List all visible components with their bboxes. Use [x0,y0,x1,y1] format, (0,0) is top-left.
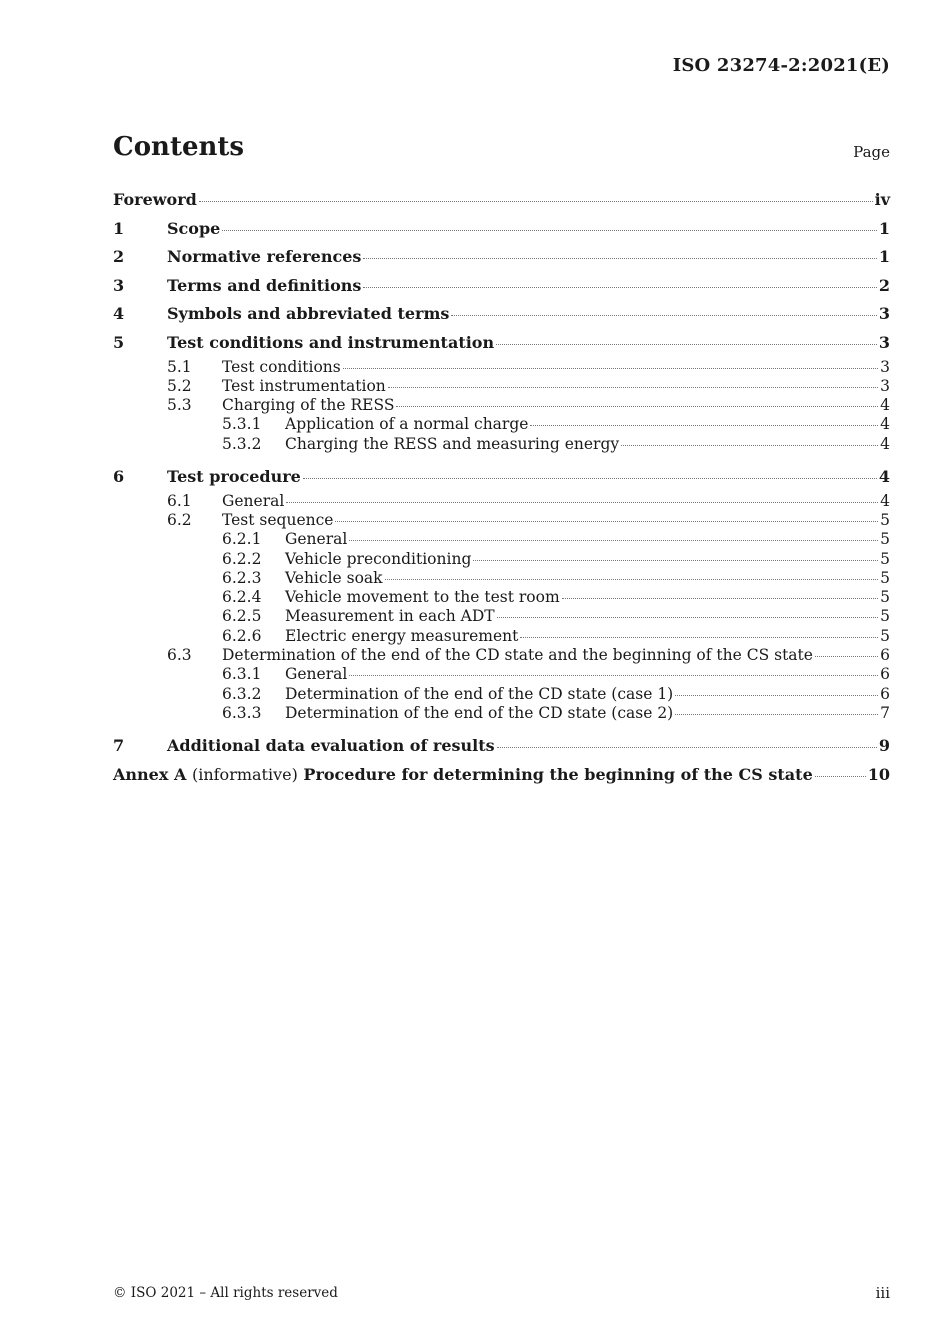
toc-entry-title [113,761,813,790]
toc-entry-number: 5.1 [167,357,192,376]
toc-entry-title: Determination of the end of the CD state and the beginning of the CS state [222,646,813,665]
toc-entry-3[interactable] [113,272,890,301]
toc-entry-6-2-3[interactable] [113,569,890,588]
toc-entry-page: 4 [880,434,890,453]
toc-entry-number: 5.3.2 [222,434,262,453]
toc-entry-page: 5 [880,607,890,626]
toc-entry-5-3-2[interactable] [113,435,890,454]
toc-entry-6-2-2[interactable] [113,550,890,569]
toc-entry-number: 6.2.2 [222,549,262,568]
toc-leader-dots [675,714,878,715]
toc-entry-title: Charging the RESS and measuring energy [285,434,620,453]
footer-copyright: © ISO 2021 – All rights reserved [113,1285,338,1301]
page-column-label: Page [853,143,890,161]
toc-entry-title: Determination of the end of the CD state (case 2) [285,703,674,722]
toc-entry-number: 6.2.1 [222,530,262,549]
toc-entry-page: 5 [880,588,890,607]
toc-entry-page: 3 [880,357,890,376]
toc-entry-number: 6.3.3 [222,703,262,722]
toc-entry-title: Test sequence [222,510,334,529]
toc-entry-page: 6 [880,665,890,684]
toc-entry-6-3-1[interactable] [113,665,890,684]
toc-entry-6-2-5[interactable] [113,607,890,626]
toc-leader-dots [363,258,876,259]
annex-label: Annex A [113,764,187,784]
toc-entry-number: 3 [113,275,125,295]
toc-entry-page: 5 [880,626,890,645]
toc-entry-number: 5.3.1 [222,415,262,434]
toc-entry-title: Test instrumentation [222,376,386,395]
toc-leader-dots [349,675,878,676]
toc-entry-page: 10 [867,764,890,784]
toc-leader-dots [286,502,878,503]
toc-entry-6-3[interactable] [113,646,890,665]
toc-leader-dots [335,521,878,522]
toc-entry-page: 1 [878,247,890,267]
toc-entry-title: General [285,665,348,684]
toc-entry-page: 1 [878,218,890,238]
toc-entry-page: 9 [878,736,890,756]
toc-entry-number: 6 [113,467,125,487]
toc-leader-dots [520,637,878,638]
toc-leader-dots [562,598,878,599]
toc-entry-page: 4 [880,415,890,434]
toc-entry-title: Terms and definitions [167,275,362,295]
toc-entry-title: Charging of the RESS [222,396,395,415]
annex-title: Procedure for determining the beginning of the CS state [303,764,813,784]
toc-entry-title: Scope [167,218,221,238]
toc-leader-dots [621,445,878,446]
toc-entry-title: Application of a normal charge [285,415,529,434]
toc-entry-title: Measurement in each ADT [285,607,495,626]
contents-title: Contents [113,132,245,162]
toc-entry-foreword[interactable] [113,186,890,215]
toc-entry-number: 1 [113,218,125,238]
toc-leader-dots [451,315,876,316]
toc-entry-7[interactable] [113,732,890,761]
toc-entry-page: 4 [880,491,890,510]
toc-entry-6-2[interactable] [113,511,890,530]
toc-entry-5-1[interactable] [113,358,890,377]
toc-entry-2[interactable] [113,243,890,272]
toc-entry-title: Vehicle preconditioning [285,549,472,568]
toc-entry-annex-a[interactable] [113,761,890,790]
toc-leader-dots [396,406,878,407]
toc-leader-dots [497,747,877,748]
toc-entry-number: 5.3 [167,396,192,415]
toc-entry-number: 6.2.5 [222,607,262,626]
toc-leader-dots [473,560,878,561]
toc-entry-1[interactable] [113,215,890,244]
toc-entry-number: 6.3.1 [222,665,262,684]
footer-page-number: iii [875,1284,890,1302]
toc-entry-page: 5 [880,530,890,549]
toc-entry-number: 5 [113,332,125,352]
toc-entry-title: Test conditions and instrumentation [167,332,495,352]
toc-entry-5-2[interactable] [113,377,890,396]
toc-entry-5[interactable] [113,329,890,358]
toc-entry-title: General [285,530,348,549]
toc-entry-page: 6 [880,684,890,703]
toc-leader-dots [675,695,878,696]
toc-entry-page: 2 [878,275,890,295]
toc-entry-page: 7 [880,703,890,722]
toc-entry-6-2-4[interactable] [113,588,890,607]
toc-entry-number: 6.2 [167,510,192,529]
toc-leader-dots [303,478,877,479]
toc-entry-5-3[interactable] [113,396,890,415]
toc-entry-number: 6.2.6 [222,626,262,645]
toc-entry-page: 5 [880,568,890,587]
toc-entry-number: 7 [113,736,125,756]
toc-entry-page: 5 [880,510,890,529]
toc-entry-number: 6.3.2 [222,684,262,703]
toc-entry-title: Electric energy measurement [285,626,519,645]
toc-entry-page: 3 [878,304,890,324]
toc-entry-title: Test conditions [222,357,341,376]
toc-entry-number: 6.1 [167,491,192,510]
toc-entry-title: Vehicle movement to the test room [285,588,560,607]
toc-entry-title: Test procedure [167,467,301,487]
toc-entry-page: 3 [878,332,890,352]
toc-leader-dots [199,201,873,202]
toc-leader-dots [815,656,878,657]
toc-leader-dots [388,387,878,388]
toc-entry-6-1[interactable] [113,492,890,511]
toc-entry-number: 4 [113,304,125,324]
annex-qualifier: (informative) [191,764,298,784]
toc-leader-dots [385,579,879,580]
toc-entry-number: 6.2.3 [222,568,262,587]
toc-entry-number: 2 [113,247,125,267]
toc-entry-page: 4 [880,396,890,415]
document-header-code: ISO 23274-2:2021(E) [672,55,890,76]
toc-entry-number: 5.2 [167,376,192,395]
toc-leader-dots [222,230,877,231]
toc-entry-page: 6 [880,646,890,665]
toc-leader-dots [496,344,877,345]
toc-leader-dots [530,425,878,426]
toc-entry-title: Additional data evaluation of results [167,736,495,756]
toc-entry-page: 5 [880,549,890,568]
toc-entry-title: Normative references [167,247,362,267]
toc-leader-dots [497,617,878,618]
toc-leader-dots [363,287,876,288]
toc-entry-title: Determination of the end of the CD state (case 1) [285,684,674,703]
toc-entry-title: General [222,491,285,510]
toc-entry-title: Symbols and abbreviated terms [167,304,450,324]
toc-entry-6-3-2[interactable] [113,685,890,704]
toc-entry-5-3-1[interactable] [113,415,890,434]
table-of-contents [113,186,890,789]
toc-entry-6-2-1[interactable] [113,530,890,549]
toc-entry-title: Vehicle soak [285,568,383,587]
toc-entry-page: 4 [878,467,890,487]
toc-entry-number: 6.2.4 [222,588,262,607]
toc-entry-6-3-3[interactable] [113,704,890,723]
toc-entry-6-2-6[interactable] [113,627,890,646]
toc-entry-title: Foreword [113,190,197,209]
toc-entry-4[interactable] [113,300,890,329]
toc-entry-number: 6.3 [167,646,192,665]
toc-leader-dots [349,540,878,541]
toc-entry-6[interactable] [113,463,890,492]
toc-leader-dots [815,776,866,777]
toc-leader-dots [343,368,878,369]
toc-entry-page: iv [874,190,890,209]
toc-entry-page: 3 [880,376,890,395]
